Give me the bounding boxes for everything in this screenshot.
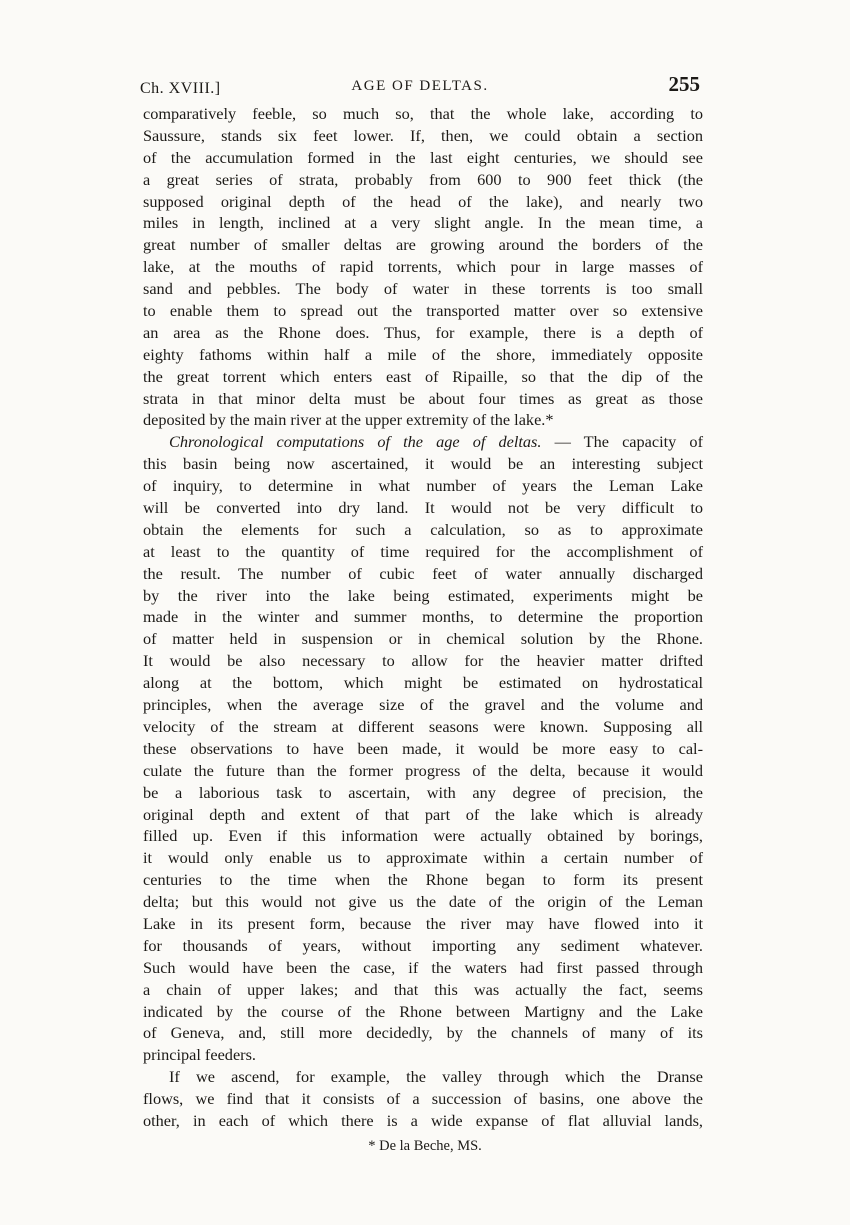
text-line: delta; but this would not give us the date of the origin of the Leman <box>143 892 703 912</box>
paragraph-chronological-computations <box>143 431 703 1066</box>
text-line: along at the bottom, which might be estimated on hydrostatical <box>143 673 703 693</box>
running-title: AGE OF DELTAS. <box>351 78 489 94</box>
text-line: Saussure, stands six feet lower. If, then, we could obtain a section <box>143 125 703 145</box>
text-line: it would only enable us to approximate within a certain number of <box>143 848 703 868</box>
text-line: an area as the Rhone does. Thus, for example, there is a depth of <box>143 322 703 342</box>
text-line: will be converted into dry land. It would not be very difficult to <box>143 498 703 518</box>
text-line: to enable them to spread out the transported matter over so extensive <box>143 301 703 321</box>
text-line: at least to the quantity of time required for the accomplishment of <box>143 541 703 561</box>
text-line: miles in length, inclined at a very slight angle. In the mean time, a <box>143 213 703 233</box>
page-number: 255 <box>668 72 700 96</box>
text-line: sand and pebbles. The body of water in these torrents is too small <box>143 279 703 299</box>
chapter-label: Ch. XVIII.] <box>140 80 221 97</box>
text-line: a chain of upper lakes; and that this was actually the fact, seems <box>143 979 703 999</box>
text-line: this basin being now ascertained, it would be an interesting subject <box>143 454 703 474</box>
text-line: principal feeders. <box>143 1045 257 1065</box>
text-line: deposited by the main river at the upper extremity of the lake.* <box>143 410 554 430</box>
text-line: indicated by the course of the Rhone between Martigny and the Lake <box>143 1001 703 1021</box>
text-line: Such would have been the case, if the waters had first passed through <box>143 957 703 977</box>
text-line: comparatively feeble, so much so, that the whole lake, according to <box>143 104 703 123</box>
text-line: for thousands of years, without importing any sediment whatever. <box>143 935 703 955</box>
paragraph-dranse-valley <box>143 1066 703 1132</box>
text-line: by the river into the lake being estimated, experiments might be <box>143 585 703 605</box>
heading-line-text: — The capacity of <box>541 432 703 452</box>
page-header <box>140 72 700 104</box>
text-line: lake, at the mouths of rapid torrents, which pour in large masses of <box>143 257 703 277</box>
text-line: the great torrent which enters east of Ripaille, so that the dip of the <box>143 366 703 386</box>
text-line: If we ascend, for example, the valley through which the Dranse <box>169 1067 703 1087</box>
page-body <box>143 103 703 1132</box>
text-line: original depth and extent of that part of the lake which is already <box>143 804 703 824</box>
text-line: principles, when the average size of the gravel and the volume and <box>143 695 703 715</box>
footnote: * De la Beche, MS. <box>368 1138 482 1154</box>
text-line: other, in each of which there is a wide expanse of flat alluvial lands, <box>143 1110 703 1130</box>
paragraph-continued <box>143 103 703 431</box>
text-line: made in the winter and summer months, to determine the proportion <box>143 607 703 627</box>
text-line: supposed original depth of the head of the lake), and nearly two <box>143 191 703 211</box>
text-line: Lake in its present form, because the river may have flowed into it <box>143 913 703 933</box>
text-line: centuries to the time when the Rhone began to form its present <box>143 870 703 890</box>
text-line: of inquiry, to determine in what number of years the Leman Lake <box>143 476 703 496</box>
text-line: obtain the elements for such a calculation, so as to approximate <box>143 519 703 539</box>
text-line: of Geneva, and, still more decidedly, by the channels of many of its <box>143 1023 703 1043</box>
text-line: great number of smaller deltas are growing around the borders of the <box>143 235 703 255</box>
text-line <box>143 431 703 453</box>
text-line: filled up. Even if this information were actually obtained by borings, <box>143 826 703 846</box>
text-line: strata in that minor delta must be about four times as great as those <box>143 388 703 408</box>
text-line: of the accumulation formed in the last eight centuries, we should see <box>143 147 703 167</box>
text-line: culate the future than the former progress of the delta, because it would <box>143 760 703 780</box>
text-line: these observations to have been made, it would be more easy to cal- <box>143 738 703 758</box>
text-line: a great series of strata, probably from 600 to 900 feet thick (the <box>143 169 703 189</box>
text-line: flows, we find that it consists of a succession of basins, one above the <box>143 1089 703 1109</box>
text-line: the result. The number of cubic feet of water annually discharged <box>143 563 703 583</box>
text-line: be a laborious task to ascertain, with any degree of precision, the <box>143 782 703 802</box>
text-line: It would be also necessary to allow for the heavier matter drifted <box>143 651 703 671</box>
text-line: of matter held in suspension or in chemical solution by the Rhone. <box>143 629 703 649</box>
text-line: eighty fathoms within half a mile of the shore, immediately opposite <box>143 344 703 364</box>
text-line: velocity of the stream at different seasons were known. Supposing all <box>143 716 703 736</box>
section-heading: Chronological computations of the age of deltas. <box>169 432 542 452</box>
